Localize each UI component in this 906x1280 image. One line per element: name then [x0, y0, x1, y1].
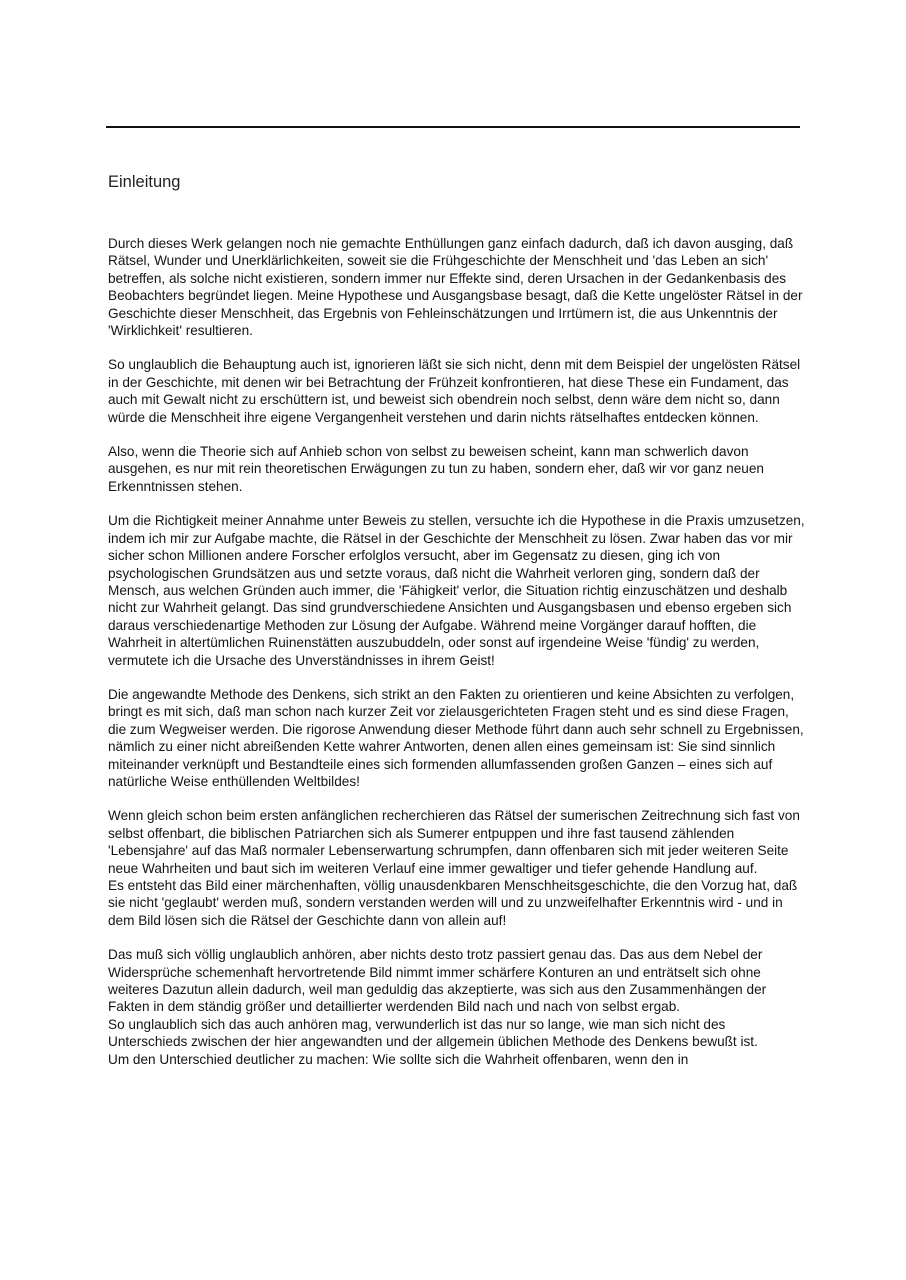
paragraph-9: So unglaublich sich das auch anhören mag, verwunderlich ist das nur so lange, wie man sich nicht des Unterschieds zwischen der hier angewandten und der allgemein üblichen Methode des Denkens bewußt ist.	[108, 1016, 758, 1050]
header-divider	[106, 126, 800, 128]
paragraph-10: Um den Unterschied deutlicher zu machen: Wie sollte sich die Wahrheit offenbaren, wenn den in	[108, 1051, 689, 1067]
paragraph-3: Also, wenn die Theorie sich auf Anhieb schon von selbst zu beweisen scheint, kann man schwerlich davon ausgehen, es nur mit rein theoretischen Erwägungen zu tun zu haben, sondern eher, daß wir vor ganz neuen Erkenntnissen stehen.	[108, 444, 764, 494]
section-heading: Einleitung	[108, 173, 181, 191]
paragraph-5: Die angewandte Methode des Denkens, sich strikt an den Fakten zu orientieren und keine Absichten zu verfolgen, bringt es mit sich, daß man schon nach kurzer Zeit vor zielausgerichteten Fragen steht und es sind diese Fragen, die zum Wegweiser werden. Die rigorose Anwendung dieser Methode führt dann auch sehr schnell zu Ergebnissen, nämlich zu einer nicht abreißenden Kette wahrer Antworten, denen allen eines gemeinsam ist: Sie sind sinnlich miteinander verknüpft und Bestandteile eines sich formenden allumfassenden großen Ganzen – eines sich auf natürliche Weise enthüllenden Weltbildes!	[108, 686, 804, 789]
paragraph-1: Durch dieses Werk gelangen noch nie gemachte Enthüllungen ganz einfach dadurch, daß ich davon ausging, daß Rätsel, Wunder und Unerklärlichkeiten, soweit sie die Frühgeschichte der Menschheit und 'das Leben an sich' betreffen, als solche nicht existieren, sondern immer nur Effekte sind, deren Ursachen in der Gedankenbasis des Beobachters begründet liegen. Meine Hypothese und Ausgangsbase besagt, daß die Kette ungelöster Rätsel in der Geschichte dieser Menschheit, das Ergebnis von Fehleinschätzungen und Irrtümern ist, die aus Unkenntnis der 'Wirklichkeit' resultieren.	[108, 236, 803, 339]
paragraph-8: Das muß sich völlig unglaublich anhören, aber nichts desto trotz passiert genau das. Das aus dem Nebel der Widersprüche schemenhaft hervortretende Bild nimmt immer schärfere Konturen an und enträtselt sich ohne weiteres Dazutun allein dadurch, weil man geduldig das akzeptierte, was sich aus den Zusammenhängen der Fakten in dem ständig größer und detaillierter werdenden Bild nach und nach von selbst ergab.	[108, 947, 767, 1015]
paragraph-6: Wenn gleich schon beim ersten anfänglichen recherchieren das Rätsel der sumerischen Zeitrechnung sich fast von selbst offenbart, die biblischen Patriarchen sich als Sumerer entpuppen und ihre fast tausend zählenden 'Lebensjahre' auf das Maß normaler Lebenserwartung schrumpfen, dann offenbaren sich mit jeder weiteren Seite neue Wahrheiten und baut sich im weiteren Verlauf eine immer gewaltiger und tiefer gehende Handlung auf.	[108, 808, 800, 876]
body-text	[108, 235, 808, 1068]
paragraph-4: Um die Richtigkeit meiner Annahme unter Beweis zu stellen, versuchte ich die Hypothese in die Praxis umzusetzen, indem ich mir zur Aufgabe machte, die Rätsel in der Geschichte der Menschheit zu lösen. Zwar haben das vor mir sicher schon Millionen andere Forscher erfolglos versucht, aber im Gegensatz zu diesen, ging ich von psychologischen Grundsätzen aus und setzte voraus, daß nicht die Wahrheit verloren ging, sondern daß der Mensch, aus welchen Gründen auch immer, die 'Fähigkeit' verlor, die Situation richtig einzuschätzen und deshalb nicht zur Wahrheit gelangt. Das sind grundverschiedene Ansichten und Ausgangsbasen und ebenso ergeben sich daraus verschiedenartige Methoden zur Lösung der Aufgabe. Während meine Vorgänger darauf hofften, die Wahrheit in altertümlichen Ruinenstätten auszubuddeln, oder sonst auf irgendeine Weise 'fündig' zu werden, vermutete ich die Ursache des Unverständnisses in ihrem Geist!	[108, 513, 805, 668]
paragraph-2: So unglaublich die Behauptung auch ist, ignorieren läßt sie sich nicht, denn mit dem Beispiel der ungelösten Rätsel in der Geschichte, mit denen wir bei Betrachtung der Frühzeit konfrontieren, hat diese These ein Fundament, das auch mit Gewalt nicht zu erschüttern ist, und beweist sich obendrein noch selbst, denn wäre dem nicht so, dann würde die Menschheit ihre eigene Vergangenheit verstehen und darin nichts rätselhaftes entdecken können.	[108, 357, 801, 425]
paragraph-7: Es entsteht das Bild einer märchenhaften, völlig unausdenkbaren Menschheitsgeschichte, die den Vorzug hat, daß sie nicht 'geglaubt' werden muß, sondern verstanden werden will und zu unzweifelhafter Erkenntnis wird - und in dem Bild lösen sich die Rätsel der Geschichte dann von allein auf!	[108, 878, 798, 928]
